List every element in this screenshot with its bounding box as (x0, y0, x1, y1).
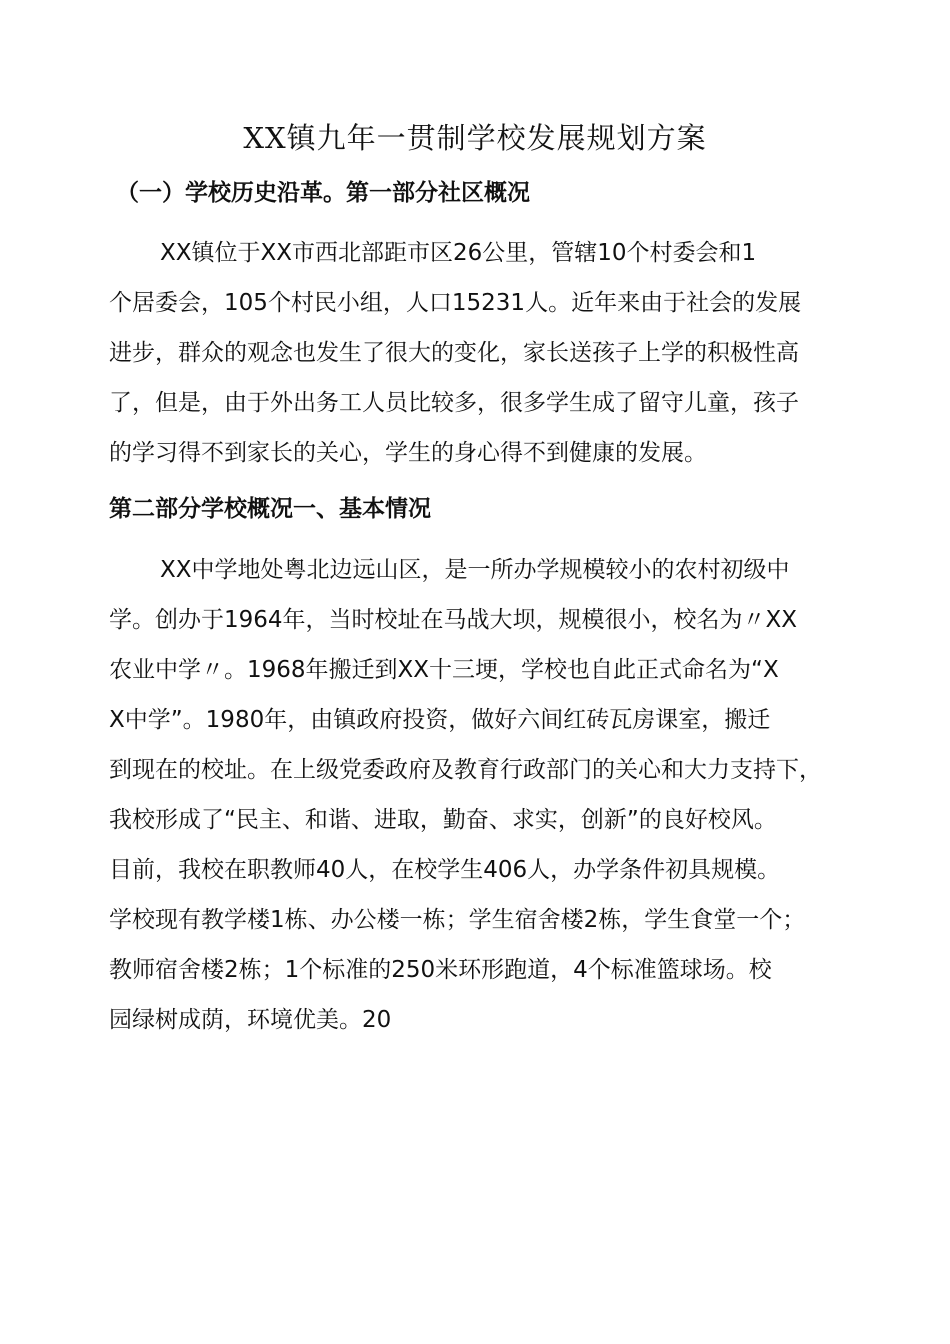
paragraph-line: 个居委会，105个村民小组，人口15231人。近年来由于社会的发展 (109, 290, 802, 316)
paragraph-line: XX中学地处粤北边远山区，是一所办学规模较小的农村初级中 (160, 557, 790, 583)
paragraph-line: 农业中学〃。1968年搬迁到XX十三埂，学校也自此正式命名为“X (109, 657, 779, 683)
section-heading-school-overview: 第二部分学校概况一、基本情况 (109, 496, 431, 522)
paragraph-line: 教师宿舍楼2栋；1个标准的250米环形跑道，4个标准篮球场。校 (109, 957, 772, 983)
paragraph-line: 进步，群众的观念也发生了很大的变化，家长送孩子上学的积极性高 (109, 340, 799, 366)
paragraph-line: X中学”。1980年，由镇政府投资，做好六间红砖瓦房课室，搬迁 (109, 707, 771, 733)
paragraph-line: 的学习得不到家长的关心，学生的身心得不到健康的发展。 (109, 440, 707, 466)
document-title: XX镇九年一贯制学校发展规划方案 (243, 121, 707, 155)
paragraph-line: XX镇位于XX市西北部距市区26公里，管辖10个村委会和1 (160, 240, 757, 266)
paragraph-line: 园绿树成荫，环境优美。20 (109, 1007, 392, 1033)
section-heading-history: （一）学校历史沿革。第一部分社区概况 (116, 180, 530, 206)
paragraph-line: 目前，我校在职教师40人，在校学生406人，办学条件初具规模。 (109, 857, 781, 883)
paragraph-line: 学校现有教学楼1栋、办公楼一栋；学生宿舍楼2栋，学生食堂一个； (109, 907, 806, 933)
paragraph-line: 学。创办于1964年，当时校址在马战大坝，规模很小，校名为〃XX (109, 607, 798, 633)
paragraph-line: 到现在的校址。在上级党委政府及教育行政部门的关心和大力支持下， (109, 757, 822, 783)
paragraph-line: 我校形成了“民主、和谐、进取，勤奋、求实，创新”的良好校风。 (109, 807, 777, 833)
paragraph-line: 了，但是，由于外出务工人员比较多，很多学生成了留守儿童，孩子 (109, 390, 799, 416)
